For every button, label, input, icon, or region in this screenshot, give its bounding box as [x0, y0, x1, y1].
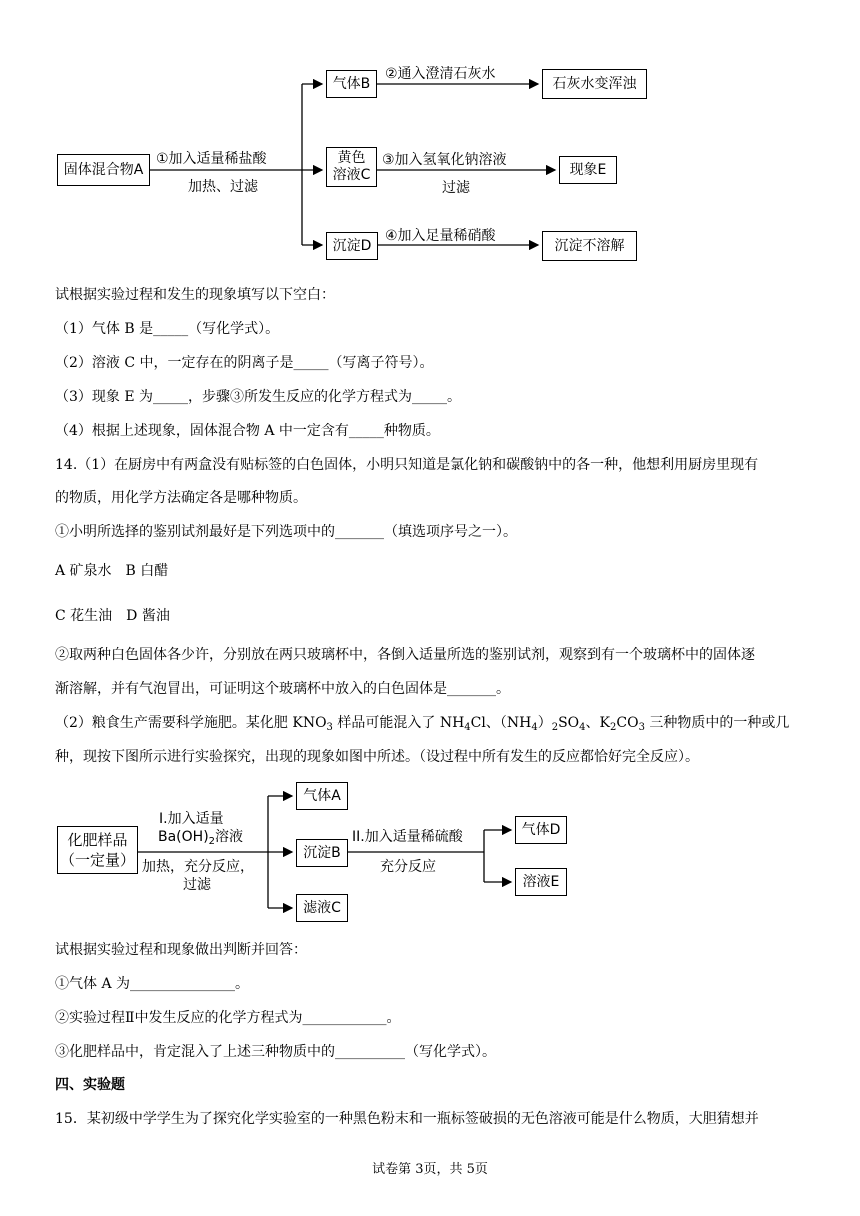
- step2-label: ②通入澄清石灰水: [385, 66, 496, 82]
- q14-answer1: ①气体 A 为_______________。: [55, 976, 250, 992]
- text-seg: 溶液: [215, 829, 244, 845]
- section-heading: 四、实验题: [55, 1077, 125, 1093]
- subscript: 4: [464, 722, 471, 733]
- box-solution-e: [515, 868, 567, 896]
- box-label-line2: 溶液C: [332, 167, 371, 183]
- subscript: 2: [609, 722, 617, 733]
- q15-line1: 15．某初级中学学生为了探究化学实验室的一种黑色粉末和一瓶标签破损的无色溶液可能是什么物质，大胆猜想并: [55, 1111, 759, 1127]
- text-seg: 样品可能混入了 NH: [332, 715, 465, 731]
- box-gas-d: [515, 816, 567, 844]
- text-seg: CO: [616, 715, 639, 731]
- step4-label: ④加入足量稀硝酸: [385, 228, 496, 244]
- box-precipitate-b: [296, 839, 348, 867]
- text-seg: （2）粮食生产需要科学施肥。某化肥 KNO: [55, 715, 327, 731]
- box-label: 石灰水变浑浊: [552, 75, 637, 92]
- q14-line2: 的物质，用化学方法确定各是哪种物质。: [55, 490, 307, 506]
- q14-question1: ①小明所选择的鉴别试剂最好是下列选项中的_______（填选项序号之一）。: [55, 524, 517, 540]
- subscript: 4: [531, 722, 538, 733]
- text-seg: Ba(OH): [158, 829, 209, 845]
- box-label-line1: 化肥样品: [67, 831, 128, 849]
- stepI-line1: I.加入适量: [159, 811, 224, 827]
- step1-label: ①加入适量稀盐酸: [156, 151, 267, 167]
- subscript: 2: [208, 836, 216, 847]
- stepI-line4: 过滤: [183, 877, 211, 893]
- subscript: 3: [326, 722, 333, 733]
- step3-label: ③加入氢氧化钠溶液: [382, 152, 507, 168]
- box-label-line1: 黄色: [337, 150, 366, 166]
- q14-line1: 14.（1）在厨房中有两盒没有贴标签的白色固体，小明只知道是氯化钠和碳酸钠中的各一种，他想利用厨房里现有: [55, 457, 759, 473]
- text-seg: SO: [558, 715, 580, 731]
- box-label-line2: （一定量）: [59, 851, 135, 869]
- box-label: 沉淀B: [303, 844, 341, 861]
- text-seg: Cl、（NH: [470, 715, 532, 731]
- q13-part4: （4）根据上述现象，固体混合物 A 中一定含有_____种物质。: [55, 423, 440, 439]
- q14-answer2: ②实验过程Ⅱ中发生反应的化学方程式为____________。: [55, 1010, 401, 1026]
- q14-intro2: 试根据实验过程和现象做出判断并回答：: [55, 942, 307, 958]
- q13-part1: （1）气体 B 是_____（写化学式）。: [55, 321, 280, 337]
- box-label: 气体D: [521, 821, 561, 838]
- box-label: 溶液E: [522, 873, 560, 890]
- stepI-line3: 加热，充分反应，: [142, 859, 254, 875]
- q14-options-cd: C 花生油 D 酱油: [55, 608, 170, 624]
- box-filtrate-c: [296, 894, 348, 922]
- text-seg: 、K: [585, 715, 610, 731]
- subscript: 2: [551, 722, 559, 733]
- stepII-line2: 充分反应: [380, 859, 436, 875]
- q14-part2-line2: 种，现按下图所示进行实验探究，出现的现象如图中所述。（设过程中所有发生的反应都恰好完全反应）。: [55, 749, 699, 765]
- q14-options-ab: A 矿泉水 B 白醋: [55, 563, 169, 579]
- stepII-line1: II.加入适量稀硫酸: [352, 829, 463, 845]
- text-seg: 三种物质中的一种或几: [644, 715, 790, 731]
- box-label: 气体A: [303, 787, 341, 804]
- subscript: 3: [638, 722, 645, 733]
- box-label: 沉淀D: [332, 237, 372, 254]
- q14-line4: 渐溶解，并有气泡冒出，可证明这个玻璃杯中放入的白色固体是_______。: [55, 681, 510, 697]
- box-fertilizer-sample: [57, 826, 138, 874]
- box-label: 固体混合物A: [63, 161, 144, 178]
- step1-sublabel: 加热、过滤: [188, 179, 258, 195]
- q13-intro: 试根据实验过程和发生的现象填写以下空白：: [55, 287, 335, 303]
- box-label: 气体B: [332, 75, 371, 92]
- q13-part3: （3）现象 E 为_____，步骤③所发生反应的化学方程式为_____。: [55, 389, 462, 405]
- subscript: 4: [579, 722, 586, 733]
- box-label: 沉淀不溶解: [554, 237, 625, 254]
- step3-sublabel: 过滤: [442, 180, 470, 196]
- stepI-line2: [158, 826, 243, 847]
- text-seg: ）: [537, 715, 552, 731]
- q13-part2: （2）溶液 C 中，一定存在的阴离子是_____（写离子符号）。: [55, 355, 434, 371]
- page-footer: 试卷第 3页，共 5页: [372, 1162, 488, 1177]
- box-label: 现象E: [569, 161, 607, 178]
- q14-line3: ②取两种白色固体各少许，分别放在两只玻璃杯中，各倒入适量所选的鉴别试剂，观察到有一个玻璃杯中的固体逐: [55, 647, 755, 663]
- box-gas-a: [296, 782, 348, 810]
- box-label: 滤液C: [303, 899, 341, 916]
- q14-answer3: ③化肥样品中，肯定混入了上述三种物质中的__________（写化学式）。: [55, 1044, 496, 1060]
